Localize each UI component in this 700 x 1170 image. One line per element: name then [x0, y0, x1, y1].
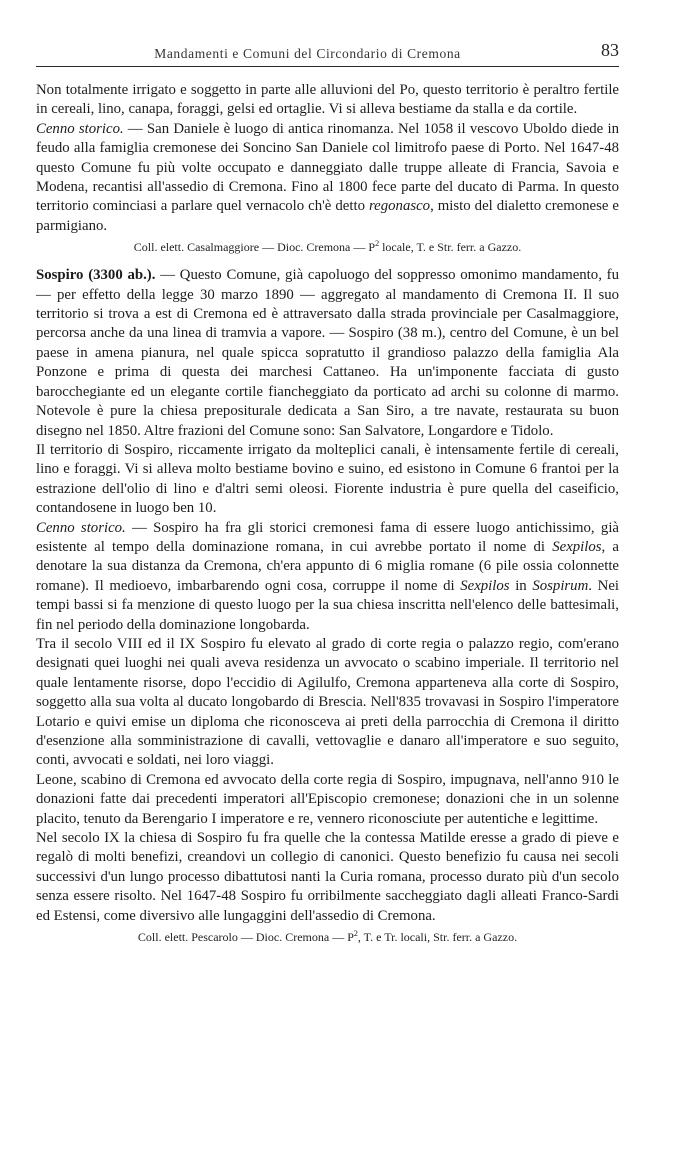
- sospiro-royal-court-paragraph: [36, 635, 619, 771]
- sospiro-leone-paragraph: [36, 771, 619, 829]
- page-number: 83: [601, 40, 619, 60]
- footline-text: Coll. elett. Pescarolo — Dioc. Cremona — P: [137, 930, 354, 945]
- entry-heading: Sospiro (3300 ab.).: [36, 267, 156, 284]
- paragraph-text: , misto del dialetto cremonese e parmigiano.: [36, 198, 619, 234]
- paragraph-text: . Nei tempi bassi si fa menzione di questo luogo per la sua chiesa inscritta nell'elenco delle battesimali, fin nel periodo della dominazione longobarda.: [36, 577, 619, 633]
- paragraph-text: — Sospiro ha fra gli storici cremonesi fama di essere luogo antichissimo, già esistente al tempo della dominazione romana, in cui avrebbe portato il nome di: [36, 519, 620, 555]
- sospiro-electoral-line: [36, 929, 619, 946]
- section-gap: [36, 256, 619, 266]
- san-daniele-electoral-line: [36, 239, 619, 256]
- paragraph-text: Il territorio di Sospiro, riccamente irrigato da molteplici canali, è intensamente fertile di cereali, lino e foraggi. Vi si alleva molto bestiame bovino e suino, ed esistono in Comune 6 frantoi per la estrazione dell'olio di lino e d'altri semi oleosi. Fiorente industria è pure quella del caseificio, contandosene in luogo ben 10.: [36, 441, 619, 517]
- footline-text: , T. e Tr. locali, Str. ferr. a Gazzo.: [357, 930, 518, 945]
- san-daniele-territory-paragraph: [36, 81, 619, 120]
- latin-name: Sospirum: [532, 577, 589, 594]
- paragraph-text: in: [509, 577, 533, 594]
- paragraph-text: , a denotare la sua distanza da Cremona, ch'era appunto di 6 miglia romane (6 pile ossia colonnette romane). Il medioevo, imbarbarendo ogni cosa, corruppe il nome di: [36, 538, 620, 594]
- sospiro-pieve-paragraph: [36, 829, 619, 926]
- paragraph-text: Nel secolo IX la chiesa di Sospiro fu fra quelle che la contessa Matilde eresse a grado di pieve e regalò di molti benefizi, creandovi un collegio di canonici. Questo benefizio fu causa nei secoli successivi d'un lungo processo dibattutosi nanti la Curia romana, processo durato più d'un secolo senza essere risolto. Nel 1647-48 Sospiro fu orribilmente saccheggiato dagli alleati Franco-Sardi ed Estensi, come diversivo alle lungaggini dell'assedio di Cremona.: [36, 830, 619, 924]
- footline-superscript: 2: [375, 239, 380, 249]
- paragraph-text: — San Daniele è luogo di antica rinomanza. Nel 1058 il vescovo Uboldo diede in feudo alla famiglia cremonese dei Soncino San Daniele col limitrofo paese di Porto. Nel 1647-48 questo Comune fu più volte occupato e danneggiato dalle truppe alleate di Francia, Savoia e Modena, recantisi all'assedio di Cremona. Fino al 1800 fece parte del ducato di Parma. In questo territorio cominciasi a parlare quel vernacolo ch'è detto: [36, 120, 619, 215]
- footline-text: Coll. elett. Casalmaggiore — Dioc. Cremona — P: [133, 240, 376, 255]
- section-label: Cenno storico.: [36, 120, 124, 137]
- book-page: [36, 40, 619, 946]
- paragraph-text: Leone, scabino di Cremona ed avvocato della corte regia di Sospiro, impugnava, nell'anno 910 le donazioni fatte dai precedenti imperatori all'Episcopio cremonese; donazioni che in un solenne placito, tenuto da Berengario I imperatore e re, vennero riconosciute per autentiche e legittime.: [36, 771, 619, 827]
- latin-name: Sexpilos: [460, 577, 510, 594]
- sospiro-territory-paragraph: [36, 441, 619, 519]
- paragraph-text: — Questo Comune, già capoluogo del soppresso omonimo mandamento, fu — per effetto della legge 30 marzo 1890 — aggregato al mandamento di Cremona II. Il suo territorio si trova a est di Cremona ed è attraversato dalla strada provinciale per Casalmaggiore, percorsa anche da una linea di tramvia a vapore. — Sospiro (38 m.), centro del Comune, è un bel paese in amena pianura, nel quale spicca sopratutto il grandioso palazzo della famiglia Ala Ponzone e prima di questa dei marchesi Cattaneo. Ha un'imponente facciata di gusto barocchegiante ed un elegante cortile fiancheggiato da porticato ad archi su colonne di marmo. Notevole è pure la chiesa prepositurale dedicata a San Siro, a tre navate, restaurata su buon disegno nel 1850. Altre frazioni del Comune sono: San Salvatore, Longardore e Tidolo.: [36, 267, 619, 439]
- section-label: Cenno storico.: [36, 519, 126, 536]
- paragraph-text: Tra il secolo VIII ed il IX Sospiro fu elevato al grado di corte regia o palazzo regio, com'erano designati quei luoghi nei quali aveva residenza un avvocato o scabino imperiale. Il territorio nel quale lentamente risorse, dopo l'eccidio di Agilulfo, Cremona apparteneva alla corte di Sospiro, soggetto alla sua volta al ducato longobardo di Brescia. Nell'835 trovavasi in Sospiro l'imperatore Lotario e quivi emise un diploma che riconosceva ai preti della parrocchia di Cremona il diritto d'esenzione alla somministrazione di cavalli, vettovaglie e danaro all'imperatore e suo seguito, conti, avvocati e soldati, nei loro viaggi.: [36, 635, 619, 769]
- running-header: [36, 40, 619, 67]
- latin-name: Sexpilos: [552, 538, 602, 555]
- sospiro-history-paragraph: [36, 519, 619, 635]
- paragraph-text: Non totalmente irrigato e soggetto in parte alle alluvioni del Po, questo territorio è peraltro fertile in cereali, lino, canapa, foraggi, gelsi ed ortaglie. Vi si alleva bestiame da stalla e da cortile.: [36, 82, 619, 118]
- san-daniele-history-paragraph: [36, 120, 619, 236]
- footline-text: locale, T. e Str. ferr. a Gazzo.: [379, 240, 522, 255]
- dialect-term: regonasco: [368, 198, 431, 215]
- running-title: Mandamenti e Comuni del Circondario di Cremona: [154, 46, 461, 61]
- sospiro-intro-paragraph: [36, 266, 619, 441]
- body-text: [36, 81, 619, 946]
- footline-superscript: 2: [353, 929, 358, 939]
